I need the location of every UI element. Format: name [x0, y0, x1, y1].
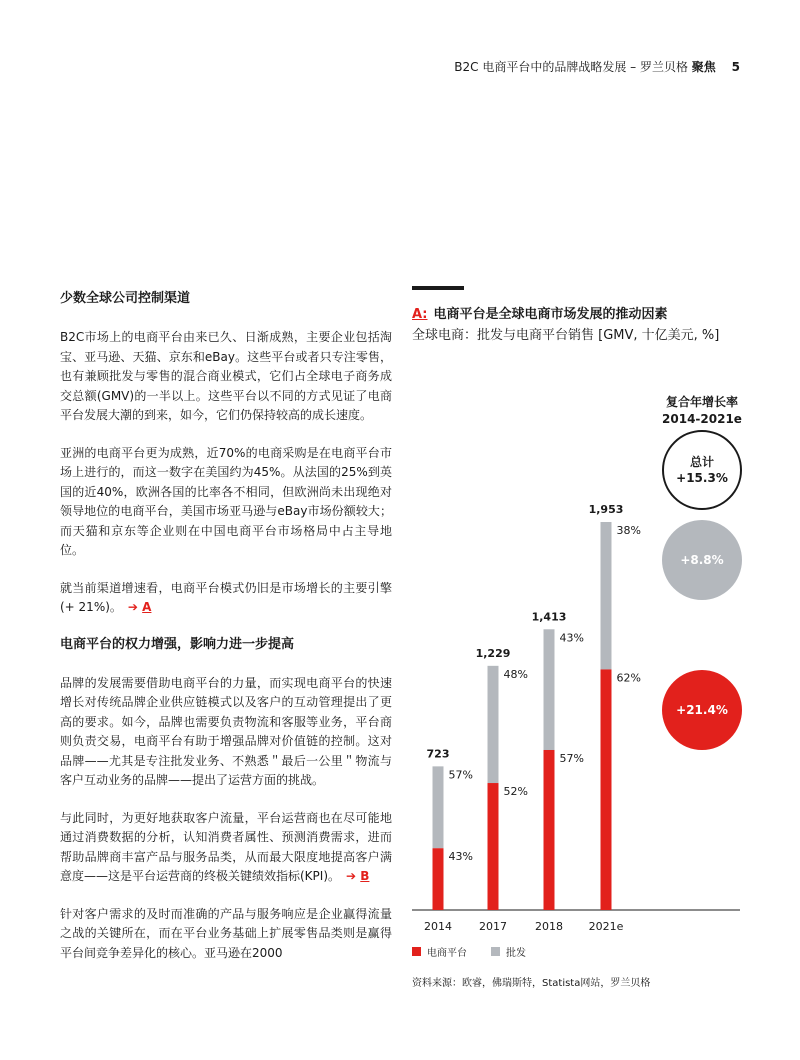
- paragraph-3: [60, 579, 392, 618]
- share-label-platform-2014: 43%: [448, 850, 473, 864]
- x-tick-label-2018: 2018: [535, 920, 563, 933]
- arrow-right-icon: ➔: [346, 869, 357, 883]
- bar-wholesale-2017: [488, 666, 499, 783]
- cagr-wholesale-value: +8.8%: [680, 553, 724, 567]
- figure-a-link[interactable]: [128, 600, 152, 614]
- section-heading-power: 电商平台的权力增强，影响力进一步提高: [60, 636, 295, 652]
- legend-label-platform: 电商平台: [427, 948, 467, 959]
- bar-platform-2018: [544, 750, 555, 910]
- bar-total-label-2018: 1,413: [531, 610, 567, 624]
- share-label-wholesale-2018: 43%: [559, 631, 584, 645]
- legend-swatch-platform: [412, 947, 421, 956]
- legend-label-wholesale: 批发: [506, 948, 526, 959]
- bar-total-label-2021e: 1,953: [588, 503, 624, 516]
- figure-source: 资料来源：欧睿，佛瑞斯特，Statista网站，罗兰贝格: [412, 978, 651, 989]
- page-number: 5: [731, 60, 740, 74]
- header-title: B2C 电商平台中的品牌战略发展 – 罗兰贝格: [454, 60, 688, 74]
- page-header: [454, 58, 740, 75]
- bar-wholesale-2021e: [601, 522, 612, 669]
- paragraph-4: 品牌的发展需要借助电商平台的力量，而实现电商平台的快速增长对传统品牌企业供应链模式以及客户的互动管理提出了更高的要求。如今，品牌也需要负责物流和客服等业务，平台商则负责交易，电商平台有助于增强品牌对价值链的控制。这对品牌——尤其是专注批发业务、不熟悉＂最后一公里＂物流与客户互动业务的品牌——提出了运营方面的挑战。: [60, 675, 392, 787]
- share-label-platform-2021e: 62%: [616, 671, 641, 685]
- cagr-label-title: 复合年增长率: [665, 395, 738, 409]
- figure-title-text: 电商平台是全球电商市场发展的推动因素: [433, 307, 668, 322]
- figure-divider: [412, 286, 464, 290]
- x-tick-label-2021e: 2021e: [588, 920, 624, 933]
- legend-swatch-wholesale: [491, 947, 500, 956]
- bar-wholesale-2018: [544, 629, 555, 750]
- figure-b-link-label: B: [360, 869, 370, 883]
- section-heading-channels: 少数全球公司控制渠道: [60, 291, 191, 306]
- chart-legend: [412, 944, 526, 959]
- bar-total-label-2017: 1,229: [475, 646, 511, 660]
- x-tick-label-2017: 2017: [479, 920, 507, 933]
- paragraph-3-text: 就当前渠道增速看，电商平台模式仍旧是市场增长的主要引擎(+ 21%)。: [60, 580, 392, 614]
- cagr-total-value: +15.3%: [676, 471, 728, 485]
- bar-wholesale-2014: [433, 766, 444, 848]
- cagr-label: [662, 394, 742, 428]
- cagr-label-period: 2014-2021e: [662, 412, 742, 426]
- paragraph-6: 针对客户需求的及时而准确的产品与服务响应是企业赢得流量之战的关键所在，而在平台业务基础上扩展零售品类则是赢得平台间竞争差异化的核心。亚马逊在2000: [60, 906, 392, 960]
- cagr-platform-value: +21.4%: [676, 703, 728, 717]
- paragraph-2: 亚洲的电商平台更为成熟，近70%的电商采购是在电商平台市场上进行的，而这一数字在美国约为45%。从法国的25%到英国的近40%，欧洲各国的比率各不相同，但欧洲尚未出现绝对领导地位的电商平台，美国市场亚马逊与eBay市场份额较大；而天猫和京东等企业则在中国电商平台市场格局中占主导地位。: [60, 445, 392, 557]
- cagr-total-label: 总计: [689, 455, 714, 469]
- header-section: 聚焦: [691, 60, 716, 74]
- arrow-right-icon: ➔: [127, 600, 138, 614]
- share-label-platform-2017: 52%: [503, 785, 528, 799]
- paragraph-5: [60, 809, 392, 887]
- bar-platform-2014: [433, 848, 444, 910]
- body-text-column: [60, 290, 392, 981]
- paragraph-1: B2C市场上的电商平台由来已久、日渐成熟，主要企业包括淘宝、亚马逊、天猫、京东和eBay。这些平台或者只专注零售，也有兼顾批发与零售的混合商业模式，它们占全球电子商务成交总额(GMV)的一半以上。这些平台以不同的方式见证了电商平台发展大潮的到来，如今，它们仍保持较高的成长速度。: [60, 330, 392, 422]
- figure-b-link[interactable]: [346, 869, 369, 883]
- stacked-bar-chart: [400, 480, 750, 940]
- figure-tag: A:: [412, 307, 428, 322]
- bar-platform-2017: [488, 783, 499, 910]
- figure-subtitle: 全球电商：批发与电商平台销售 [GMV, 十亿美元, %]: [412, 328, 720, 343]
- bar-platform-2021e: [601, 669, 612, 910]
- figure-title: [412, 306, 742, 324]
- share-label-wholesale-2021e: 38%: [616, 524, 641, 537]
- x-tick-label-2014: 2014: [424, 920, 452, 933]
- bar-total-label-2014: 723: [426, 747, 450, 761]
- share-label-platform-2018: 57%: [559, 751, 584, 765]
- share-label-wholesale-2014: 57%: [448, 768, 473, 782]
- figure-a-link-label: A: [142, 600, 152, 614]
- paragraph-5-text: 与此同时，为更好地获取客户流量，平台运营商也在尽可能地通过消费数据的分析，认知消费者属性、预测消费需求，进而帮助品牌商丰富产品与服务品类，从而最大限度地提高客户满意度——这是平台运营商的终极关键绩效指标(KPI)。: [60, 810, 392, 883]
- share-label-wholesale-2017: 48%: [503, 667, 528, 681]
